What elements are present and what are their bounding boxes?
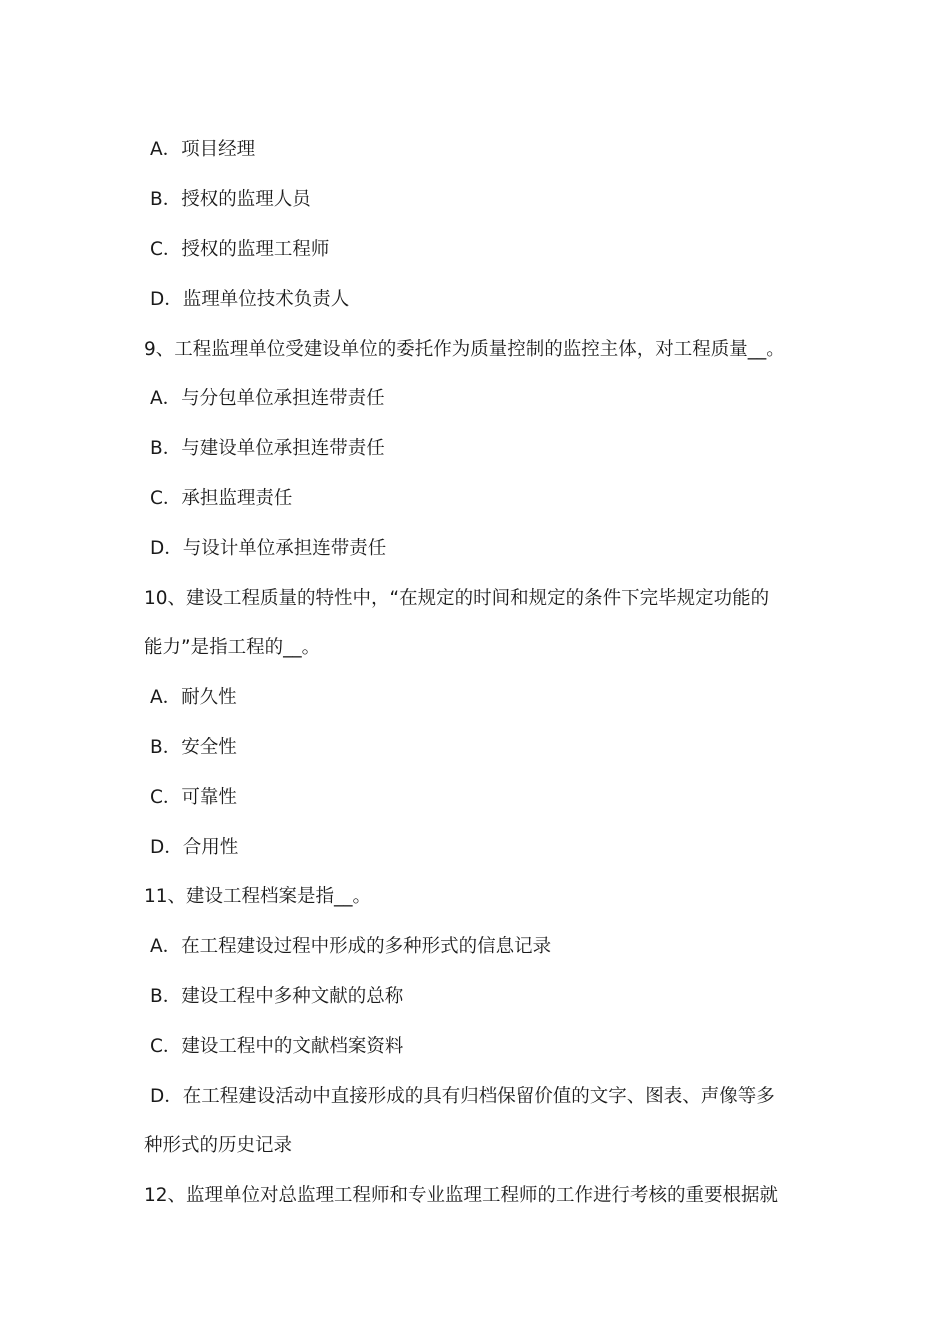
- question-10-text-continued: 能力”是指工程的__。: [144, 637, 321, 658]
- option-d-line: D．合用性: [150, 837, 239, 858]
- option-a-line: A．项目经理: [150, 139, 256, 160]
- question-11-text: 11、建设工程档案是指__。: [144, 886, 372, 907]
- option-d-line-continued: 种形式的历史记录: [144, 1135, 293, 1156]
- option-a-line: A．与分包单位承担连带责任: [150, 388, 385, 409]
- option-b-line: B．与建设单位承担连带责任: [150, 438, 385, 459]
- option-c-line: C．可靠性: [150, 787, 237, 808]
- option-d-line: D．监理单位技术负责人: [150, 289, 350, 310]
- option-c-line: C．授权的监理工程师: [150, 239, 330, 260]
- option-d-line: D．与设计单位承担连带责任: [150, 538, 387, 559]
- option-c-line: C．建设工程中的文献档案资料: [150, 1036, 404, 1057]
- option-d-line: D．在工程建设活动中直接形成的具有归档保留价值的文字、图表、声像等多: [150, 1086, 775, 1107]
- question-10-text: 10、建设工程质量的特性中，“在规定的时间和规定的条件下完毕规定功能的: [144, 588, 770, 609]
- option-b-line: B．建设工程中多种文献的总称: [150, 986, 404, 1007]
- option-a-line: A．耐久性: [150, 687, 237, 708]
- question-12-text: 12、监理单位对总监理工程师和专业监理工程师的工作进行考核的重要根据就: [144, 1185, 779, 1206]
- option-b-line: B．安全性: [150, 737, 237, 758]
- option-b-line: B．授权的监理人员: [150, 189, 311, 210]
- option-c-line: C．承担监理责任: [150, 488, 293, 509]
- question-9-text: 9、工程监理单位受建设单位的委托作为质量控制的监控主体，对工程质量__。: [144, 339, 785, 360]
- option-a-line: A．在工程建设过程中形成的多种形式的信息记录: [150, 936, 552, 957]
